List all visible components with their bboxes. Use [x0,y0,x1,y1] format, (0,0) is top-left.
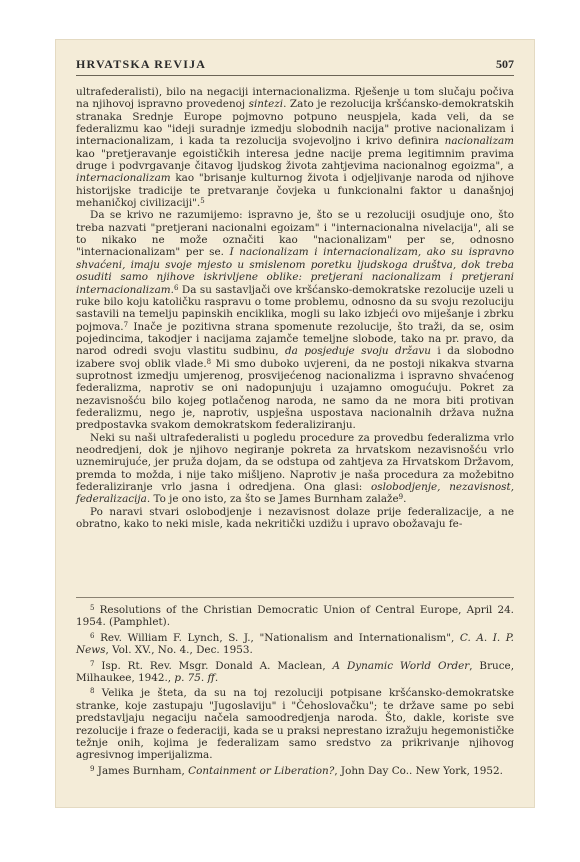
footnote-separator [76,597,514,598]
footnote: $^9$ James Burnham, Containment or Liberation?, John Day Co.. New York, 1952. [90,764,503,777]
page-number: 507 [496,57,514,71]
footnotes [76,604,514,780]
footnote: $^7$ Isp. Rt. Rev. Msgr. Donald A. Maclean, A Dynamic World Order, Bruce, Milhaukee, 1942., p. 75. ff. [76,659,514,685]
footnote: $^6$ Rev. William F. Lynch, S. J., "Nationalism and Internationalism", C. A. I. P. News, Vol. XV., No. 4., Dec. 1953. [76,631,514,657]
footnote-ref: 9 [398,493,404,502]
footnote-ref: 5 [200,197,205,206]
paragraph: Da se krivo ne razumijemo: ispravno je, što se u rezoluciji osudjuje ono, što treba nazvati "pretjerani nacionalni egoizam" i "internacionalna nivelacija", ali se to nikako ne može označiti kao "nacionalizam" per se, odnosno "internacionalizam" per se. I nacionalizam i internacionalizam, ako su ispravno shvaćeni, imaju svoje mjesto u smislenom poretku ljudskoga društva, dok treba osuditi samo njihove iskrivljene oblike: pretjerani nacionalizam i pretjerani internacionalizam.$^6$ Da su sastavljači ove kršćansko-demokratske rezolucije uzeli u ruke bilo koju katoličku raspravu o tome problemu, odnosno da su svoju rezoluciju sastavili na temelju papinskih enciklika, mogli su lako izbjeći ovo miješanje i zbrku pojmova.$^7$ Inače je pozitivna strana spomenute rezolucije, što traži, da se, osim pojedincima, takodjer i nacijama zajamče temeljne slobode, tako na pr. pravo, da narod odredi svoju vlastitu sudbinu, da posjeduje svoju državu i da slobodno izabere svoj oblik vlade.$^8$ Mi smo duboko uvjereni, da ne postoji nikakva stvarna suprotnost izmedju umjerenog, prosvijećenog nacionalizma i ispravno shvaćenog federalizma, naprotiv se oni nadopunjuju i uzajamno omogućuju. Pokret za nezavisnošću bilo kojeg potlačenog naroda, ne samo da ne mora biti protivan federalizmu, nego je, naprotiv, uspješna uspostava nacionalnih država nužna predpostavka svakom demokratskom federaliziranju. [76,209,514,432]
footnote-ref: 7 [123,320,129,329]
main-text [76,86,514,530]
running-header [76,50,514,72]
paragraph: ultrafederalisti), bilo na negaciji internacionalizma. Rješenje u tom slučaju počiva na njihovoj ispravno provedenoj sintezi. Zato je rezolucija kršćansko-demokratskih stranaka Srednje Europe pojmovno potpuno neuspjela, kada veli, da se federalizmu kao "ideji suradnje izmedju slobodnih nacija" protive nacionalizam i internacionalizam, i kada ta rezolucija svojevoljno i krivo definira nacionalizam kao "pretjeravanje egoističkih interesa jedne nacije prema legitimnim pravima druge i podvrgavanje čitavog ljudskog života zahtjevima nacionalnog egoizma", a internacionalizam kao "brisanje kulturnog života i odjeljivanje naroda od njihove historijske tradicije te pretvaranje čovjeka u funkcionalni faktor u današnjoj mehaničkoj civilizaciji".$^5$ [76,86,514,210]
footnote: $^5$ Resolutions of the Christian Democratic Union of Central Europe, April 24. 1954. (Pamphlet). [76,604,514,629]
journal-title: HRVATSKA REVIJA [76,57,207,71]
paragraph: Neki su naši ultrafederalisti u pogledu procedure za provedbu federalizma vrlo neodredjeni, dok je njihovo negiranje pokreta za hrvatskom nezavisnošću vrlo uznemirujuće, jer pruža dojam, da se odstupa od zahtjeva za Hrvatskom Državom, premda to možda, i nije tako mišljeno. Naprotiv je naša procedura za možebitno federaliziranje vrlo jasna i odredjena. Ona glasi: oslobodjenje, nezavisnost, federalizacija. To je ono isto, za što se James Burnham zalaže$^9$. [76,431,514,506]
footnote-ref: 8 [206,357,212,366]
footnote: $^8$ Velika je šteta, da su na toj rezoluciji potpisane kršćansko-demokratske stranke, koje zastupaju "Jugoslaviju" i "Čehoslovačku"; te države same po sebi predstavljaju negaciju načela samoodredjenja naroda. Što, dakle, koriste sve rezolucije i fraze o federaciji, kada se u praksi neprestano izražuju hegemonističke težnje onih, kojima je federalizam samo sredstvo za prikrivanje njihovog agresivnog imperijalizma. [76,687,514,762]
footnote-ref: 6 [173,283,179,292]
paragraph: Po naravi stvari oslobodjenje i nezavisnost dolaze prije federalizacije, a ne obratno, kako to neki misle, kada nekritički uzdižu i upravo obožavaju fe- [76,505,514,531]
header-rule [76,75,514,76]
